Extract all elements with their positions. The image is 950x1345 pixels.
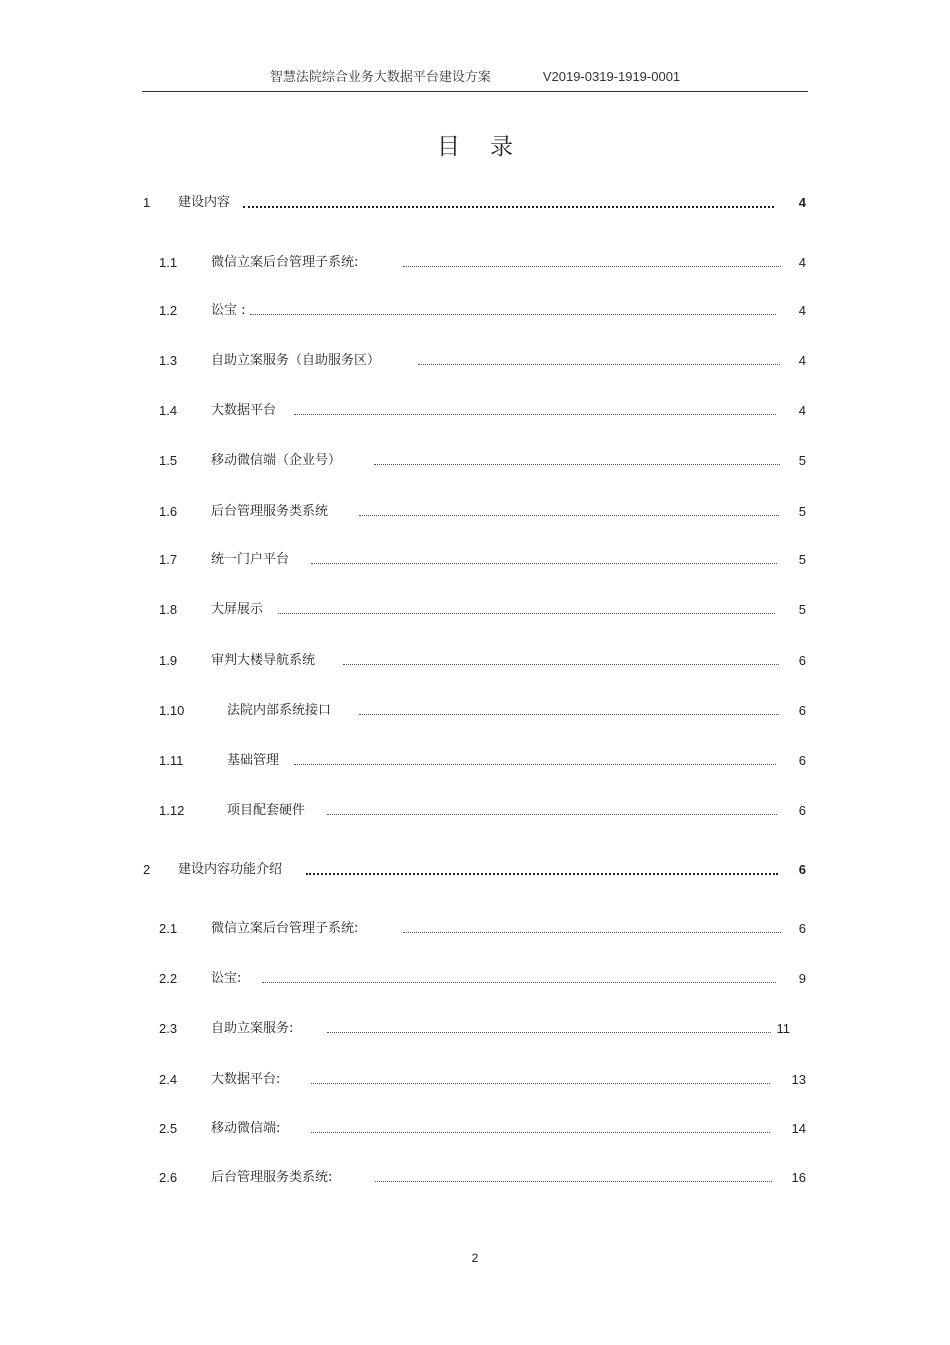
toc-entry[interactable] bbox=[142, 451, 808, 471]
toc-number: 1.10 bbox=[159, 703, 185, 718]
toc-page: 5 bbox=[798, 602, 806, 617]
toc-leader bbox=[311, 550, 777, 564]
toc-entry[interactable] bbox=[142, 801, 808, 821]
toc-number: 2.4 bbox=[159, 1072, 178, 1087]
toc-label: 微信立案后台管理子系统: bbox=[211, 921, 359, 936]
toc-page: 6 bbox=[798, 753, 806, 768]
toc-number: 1.9 bbox=[159, 653, 178, 668]
toc-leader bbox=[311, 1070, 770, 1084]
toc-leader bbox=[306, 860, 778, 875]
toc-number: 2.5 bbox=[159, 1121, 178, 1136]
toc-entry[interactable] bbox=[142, 919, 808, 939]
toc-leader bbox=[250, 301, 776, 315]
toc-label: 建设内容 bbox=[178, 195, 231, 210]
toc-page: 9 bbox=[798, 971, 806, 986]
toc-leader bbox=[374, 451, 780, 465]
toc-page: 4 bbox=[798, 255, 806, 270]
toc-entry[interactable] bbox=[142, 301, 808, 321]
toc-leader bbox=[311, 1119, 770, 1133]
toc-page: 4 bbox=[798, 195, 806, 210]
toc-entry[interactable] bbox=[142, 1119, 808, 1139]
toc-entry[interactable] bbox=[142, 1019, 808, 1039]
toc-entry[interactable] bbox=[142, 600, 808, 620]
toc-page: 6 bbox=[798, 862, 806, 877]
toc-label: 移动微信端（企业号） bbox=[211, 453, 342, 468]
toc-page: 5 bbox=[798, 504, 806, 519]
toc-number: 1.1 bbox=[159, 255, 178, 270]
toc-leader bbox=[327, 1019, 771, 1033]
toc-label: 法院内部系统接口 bbox=[227, 703, 332, 718]
toc-leader bbox=[327, 801, 777, 815]
toc-label: 审判大楼导航系统 bbox=[211, 653, 316, 668]
header-rule bbox=[142, 91, 808, 92]
toc-label: 自助立案服务: bbox=[211, 1021, 294, 1036]
toc-entry[interactable] bbox=[142, 1168, 808, 1188]
page-number: 2 bbox=[471, 1251, 479, 1265]
toc-page: 11 bbox=[776, 1021, 790, 1036]
toc-entry[interactable] bbox=[142, 193, 808, 213]
toc-page: 14 bbox=[791, 1121, 806, 1136]
toc-entry[interactable] bbox=[142, 969, 808, 989]
toc-number: 2 bbox=[143, 862, 151, 877]
toc-leader bbox=[375, 1168, 772, 1182]
toc-leader bbox=[243, 193, 774, 208]
toc-label: 讼宝 : bbox=[211, 303, 246, 318]
toc-label: 移动微信端: bbox=[211, 1121, 281, 1136]
toc-label: 大屏展示 bbox=[211, 602, 264, 617]
toc-number: 1.4 bbox=[159, 403, 178, 418]
toc-number: 2.2 bbox=[159, 971, 178, 986]
toc-page: 4 bbox=[798, 303, 806, 318]
toc-page: 4 bbox=[798, 353, 806, 368]
toc-label: 讼宝: bbox=[211, 971, 242, 986]
toc-number: 1.3 bbox=[159, 353, 178, 368]
toc-entry[interactable] bbox=[142, 1070, 808, 1090]
toc-number: 1 bbox=[143, 195, 151, 210]
toc-label: 基础管理 bbox=[227, 753, 280, 768]
toc-entry[interactable] bbox=[142, 860, 808, 880]
toc-label: 大数据平台: bbox=[211, 1072, 281, 1087]
toc-entry[interactable] bbox=[142, 651, 808, 671]
toc-leader bbox=[418, 351, 780, 365]
toc-entry[interactable] bbox=[142, 701, 808, 721]
toc-entry[interactable] bbox=[142, 253, 808, 273]
toc-entry[interactable] bbox=[142, 550, 808, 570]
toc-label: 大数据平台 bbox=[211, 403, 277, 418]
toc-number: 2.1 bbox=[159, 921, 178, 936]
toc-leader bbox=[359, 701, 779, 715]
toc-leader bbox=[403, 253, 781, 267]
toc-label: 自助立案服务（自助服务区） bbox=[211, 353, 381, 368]
toc-number: 1.8 bbox=[159, 602, 178, 617]
toc-entry[interactable] bbox=[142, 502, 808, 522]
toc-label: 建设内容功能介绍 bbox=[178, 862, 283, 877]
toc-entry[interactable] bbox=[142, 351, 808, 371]
toc-leader bbox=[343, 651, 779, 665]
toc-page: 5 bbox=[798, 453, 806, 468]
toc-page: 6 bbox=[798, 803, 806, 818]
toc-leader bbox=[294, 401, 776, 415]
header-version: V2019-0319-1919-0001 bbox=[542, 69, 681, 84]
toc-leader bbox=[262, 969, 776, 983]
toc-page: 6 bbox=[798, 653, 806, 668]
toc-entry[interactable] bbox=[142, 401, 808, 421]
toc-number: 1.6 bbox=[159, 504, 178, 519]
toc-page: 13 bbox=[791, 1072, 806, 1087]
toc-page: 16 bbox=[791, 1170, 806, 1185]
toc-label: 后台管理服务类系统: bbox=[211, 1170, 333, 1185]
toc-page: 5 bbox=[798, 552, 806, 567]
toc-leader bbox=[294, 751, 776, 765]
toc-leader bbox=[359, 502, 779, 516]
toc-number: 1.12 bbox=[159, 803, 185, 818]
header-title: 智慧法院综合业务大数据平台建设方案 bbox=[269, 70, 491, 85]
toc-label: 统一门户平台 bbox=[211, 552, 290, 567]
toc-leader bbox=[403, 919, 781, 933]
toc-label: 微信立案后台管理子系统: bbox=[211, 255, 359, 270]
toc-number: 1.11 bbox=[159, 753, 184, 768]
toc-page: 6 bbox=[798, 703, 806, 718]
toc-leader bbox=[278, 600, 775, 614]
toc-number: 1.7 bbox=[159, 552, 178, 567]
toc-number: 1.2 bbox=[159, 303, 178, 318]
toc-page: 6 bbox=[798, 921, 806, 936]
toc-entry[interactable] bbox=[142, 751, 808, 771]
toc-number: 2.6 bbox=[159, 1170, 178, 1185]
toc-page: 4 bbox=[798, 403, 806, 418]
toc-label: 项目配套硬件 bbox=[227, 803, 306, 818]
toc-number: 2.3 bbox=[159, 1021, 178, 1036]
toc-label: 后台管理服务类系统 bbox=[211, 504, 329, 519]
toc-number: 1.5 bbox=[159, 453, 178, 468]
toc-title: 目录 bbox=[437, 134, 543, 160]
running-header bbox=[142, 66, 808, 91]
